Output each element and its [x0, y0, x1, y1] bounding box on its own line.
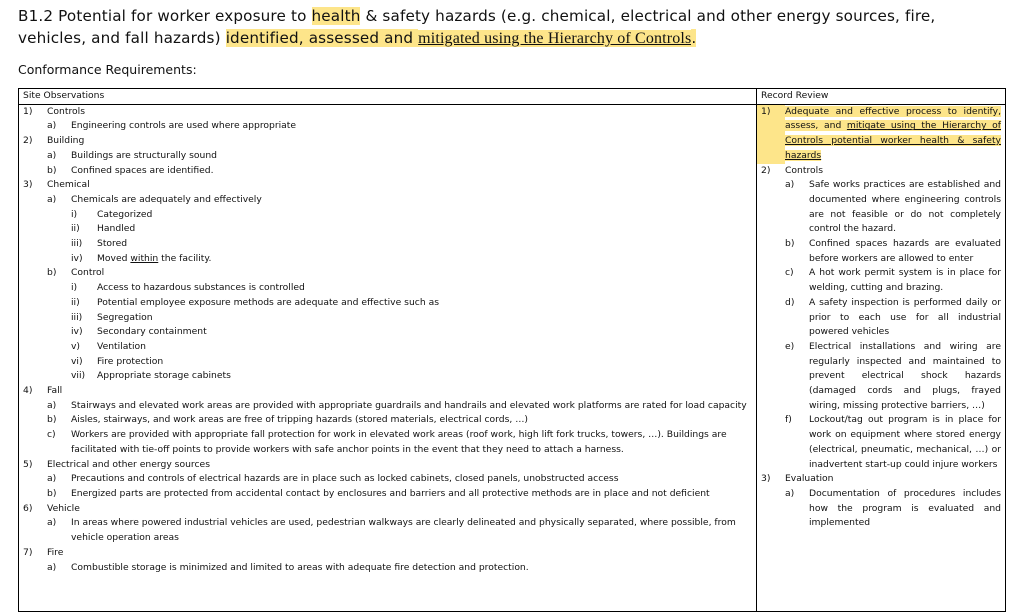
list-item — [19, 384, 756, 399]
item-number: i) — [71, 282, 78, 294]
item-text: Handled — [97, 223, 136, 235]
item-number: c) — [47, 429, 56, 441]
item-text: Combustible storage is minimized and limited to areas with adequate fire detection and protection. — [71, 561, 529, 573]
item-text: Controls — [47, 105, 85, 117]
item-number: a) — [47, 193, 57, 205]
item-number: 2) — [23, 135, 33, 147]
list-item — [19, 546, 756, 561]
item-number: vi) — [71, 355, 83, 367]
item-text: Evaluation — [785, 473, 834, 485]
list-item — [19, 311, 756, 326]
item-number: iii) — [71, 238, 83, 250]
item-text: Lockout/tag out program is in place for work on equipment where stored energy (electrical, pneumatic, mechanical, …) or inadvertent start-up could injure workers — [809, 414, 1001, 470]
list-item — [19, 516, 756, 545]
item-number: vii) — [71, 370, 86, 382]
item-text: Precautions and controls of electrical hazards are in place such as locked cabinets, closed panels, unobstructed access — [71, 473, 619, 485]
list-item — [19, 149, 756, 164]
item-text: Access to hazardous substances is controlled — [97, 282, 305, 294]
item-text: Documentation of procedures includes how the program is evaluated and implemented — [809, 487, 1001, 529]
table-body-row — [19, 104, 1006, 611]
list-item — [19, 428, 756, 457]
list-item — [19, 296, 756, 311]
item-number: ii) — [71, 296, 80, 308]
item-number: b) — [47, 487, 57, 499]
section-heading — [18, 5, 1008, 50]
list-item — [19, 472, 756, 487]
list-item — [19, 119, 756, 134]
item-number: iv) — [71, 252, 83, 264]
item-text: Fall — [47, 385, 63, 397]
table-header-row — [19, 89, 1006, 105]
list-item — [19, 134, 756, 149]
item-number: iii) — [71, 311, 83, 323]
list-item — [19, 369, 756, 384]
item-number: f) — [785, 414, 792, 426]
item-text: Electrical and other energy sources — [47, 458, 210, 470]
item-text: Safe works practices are established and documented where engineering controls are not feasible or do not completely control the hazard. — [809, 179, 1001, 235]
item-text: Segregation — [97, 311, 153, 323]
item-text: Vehicle — [47, 502, 80, 514]
item-number: 1) — [23, 105, 33, 117]
list-item — [757, 105, 1005, 164]
list-item — [19, 355, 756, 370]
item-number: 1) — [757, 105, 785, 164]
item-text: In areas where powered industrial vehicles are used, pedestrian walkways are clearly delineated and physically separated, where possible, from vehicle operation areas — [71, 517, 736, 544]
item-number: v) — [71, 340, 81, 352]
item-number: e) — [785, 340, 795, 352]
item-number: 2) — [761, 164, 771, 176]
item-number: d) — [785, 296, 795, 308]
item-text: Workers are provided with appropriate fall protection for work in elevated work areas (roof work, high lift fork trucks, towers, …). Buildings are facilitated with tie-off points to provide workers with safe anchor points in the event that they need to attach a harness. — [71, 429, 727, 455]
item-text: Engineering controls are used where appropriate — [71, 120, 297, 132]
item-number: b) — [785, 238, 795, 250]
item-text: Ventilation — [97, 340, 146, 352]
heading-highlight-mitigated: mitigated using the Hierarchy of Controls — [418, 30, 692, 47]
item-text: Secondary containment — [97, 326, 207, 338]
list-item — [757, 296, 1005, 340]
list-item — [757, 340, 1005, 414]
item-number: a) — [785, 179, 795, 191]
list-item — [19, 105, 756, 120]
item-number: a) — [47, 473, 57, 485]
list-item — [19, 252, 756, 267]
item-number: iv) — [71, 326, 83, 338]
list-item — [19, 502, 756, 517]
list-item — [19, 399, 756, 414]
item-number: b) — [47, 414, 57, 426]
column-header-record-review: Record Review — [757, 89, 1006, 105]
item-number: b) — [47, 164, 57, 176]
list-item — [757, 164, 1005, 179]
item-number: c) — [785, 267, 794, 279]
list-item — [19, 237, 756, 252]
item-number: a) — [47, 517, 57, 529]
item-text: Electrical installations and wiring are regularly inspected and maintained to prevent electrical shock hazards (damaged cords and plugs, frayed wiring, missing protective barriers, …) — [809, 340, 1001, 411]
item-text — [97, 252, 756, 267]
item-number: a) — [47, 561, 57, 573]
list-item — [757, 178, 1005, 237]
highlighted-text: Adequate and effective process to identify, assess, and — [785, 105, 1001, 132]
item-text: Confined spaces are identified. — [71, 164, 214, 176]
conformance-subheading: Conformance Requirements: — [18, 62, 197, 77]
list-item — [757, 413, 1005, 472]
list-item — [19, 413, 756, 428]
item-text: A safety inspection is performed daily or prior to each use for all industrial powered vehicles — [809, 296, 1001, 338]
item-text-part: Moved — [97, 252, 131, 264]
item-number: b) — [47, 267, 57, 279]
item-number: 5) — [23, 458, 33, 470]
list-item — [19, 266, 756, 281]
heading-text-start: B1.2 Potential for worker exposure to — [18, 7, 312, 25]
item-number: 6) — [23, 502, 33, 514]
list-item — [757, 472, 1005, 487]
record-review-cell — [757, 104, 1006, 611]
list-item — [19, 458, 756, 473]
list-item — [757, 487, 1005, 531]
item-number: 4) — [23, 385, 33, 397]
column-header-site-observations: Site Observations — [19, 89, 757, 105]
list-item — [19, 178, 756, 193]
list-item — [19, 325, 756, 340]
item-text-part: the facility. — [158, 252, 212, 264]
heading-period: . — [691, 29, 697, 47]
item-number: i) — [71, 208, 78, 220]
list-item — [19, 561, 756, 576]
item-number: a) — [47, 120, 57, 132]
item-text — [785, 105, 1005, 164]
item-text: Chemical — [47, 179, 90, 191]
item-number: 7) — [23, 546, 33, 558]
list-item — [19, 281, 756, 296]
item-text: Buildings are structurally sound — [71, 149, 217, 161]
item-number: a) — [47, 399, 57, 411]
item-text: Aisles, stairways, and work areas are free of tripping hazards (stored materials, electrical cords, …) — [71, 414, 529, 426]
list-item — [19, 340, 756, 355]
item-text: Stairways and elevated work areas are provided with appropriate guardrails and handrails and elevated work platforms are rated for load capacity — [71, 399, 747, 411]
item-number: a) — [785, 487, 795, 499]
item-text: Fire protection — [97, 355, 164, 367]
list-item — [19, 208, 756, 223]
item-number: a) — [47, 149, 57, 161]
requirements-table — [18, 88, 1006, 612]
item-text: Controls — [785, 164, 823, 176]
item-number: ii) — [71, 223, 80, 235]
item-number: 3) — [23, 179, 33, 191]
list-item — [19, 193, 756, 208]
item-text: Potential employee exposure methods are adequate and effective such as — [97, 296, 439, 308]
item-text: Building — [47, 135, 85, 147]
item-text: Categorized — [97, 208, 153, 220]
item-text: Fire — [47, 546, 64, 558]
item-text: Confined spaces hazards are evaluated before workers are allowed to enter — [809, 238, 1001, 264]
site-observations-cell — [19, 104, 757, 611]
heading-text-middle: & safety hazards (e.g. chemical, electrical and other energy sources, fire, vehicles, and fall hazards) — [18, 7, 936, 47]
heading-highlight-health: health — [311, 7, 361, 25]
heading-highlight-identified: identified, assessed and — [225, 29, 414, 47]
list-item — [19, 164, 756, 179]
underlined-word: within — [130, 252, 159, 264]
highlighted-underlined-text: mitigate using the Hierarchy of Controls potential worker health & safety hazards — [785, 120, 1001, 161]
item-text: A hot work permit system is in place for welding, cutting and brazing. — [809, 267, 1001, 294]
item-text: Energized parts are protected from accidental contact by enclosures and barriers and all protective methods are in place and not deficient — [71, 487, 710, 499]
list-item — [757, 266, 1005, 295]
item-text: Stored — [97, 238, 128, 250]
item-text: Appropriate storage cabinets — [97, 370, 231, 382]
item-text: Control — [71, 267, 105, 279]
item-number: 3) — [761, 473, 771, 485]
list-item — [757, 237, 1005, 266]
list-item — [19, 222, 756, 237]
item-text: Chemicals are adequately and effectively — [71, 193, 262, 205]
list-item — [19, 487, 756, 502]
